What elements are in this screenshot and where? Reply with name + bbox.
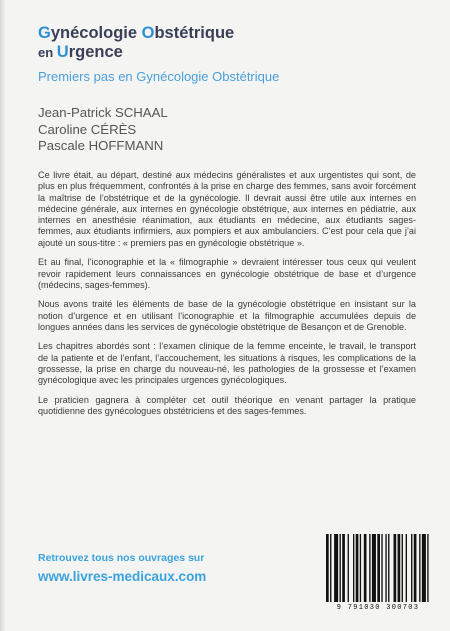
book-title — [38, 24, 234, 62]
barcode-bar — [422, 534, 426, 602]
spine-shadow — [0, 0, 6, 631]
barcode-bar — [377, 534, 380, 602]
author-name: Pascale HOFFMANN — [38, 138, 164, 153]
blurb-text — [38, 170, 416, 426]
barcode-bar — [330, 534, 331, 602]
author-name: Jean-Patrick SCHAAL — [38, 105, 168, 120]
blurb-paragraph: Les chapitres abordés sont : l’examen clinique de la femme enceinte, le travail, le transport de la patiente et de l’enfant, l’accouchement, les situations à risques, les complications de la grossesse, la prise en charge du nouveau-né, les pathologies de la grossesse et l’examen gynécologique avec les principales urgences gynécologiques. — [38, 341, 416, 386]
isbn-number: 9 791030 300703 — [336, 604, 420, 612]
blurb-paragraph: Ce livre était, au départ, destiné aux médecins généralistes et aux urgentistes qui sont, de plus en plus fréquemment, confrontés à la prise en charge des femmes, sans avoir forcément la maîtrise de l’obstétrique et de la gynécologie. Il devrait aussi être utile aux internes en médecine générale, aux internes en gynécologie obstétrique, aux internes en pédiatrie, aux internes en anesthésie réanimation, aux étudiants en médecine, aux étudiants sages-femmes, aux étudiants infirmiers, aux pompiers et aux ambulanciers. C’est pour cela que j’ai ajouté un sous-titre : « premiers pas en gynécologie obstétrique ». — [38, 170, 416, 248]
blurb-paragraph: Et au final, l’iconographie et la « filmographie » devraient intéresser tous ceux qui veulent revoir rapidement leurs connaissances en gynécologie obstétrique de base et d’urgence (médecins, sages-femmes). — [38, 257, 416, 290]
isbn-barcode — [322, 532, 434, 604]
barcode-bar — [414, 534, 417, 602]
barcode-bar — [326, 534, 329, 602]
blurb-paragraph: Nous avons traité les éléments de base de la gynécologie obstétrique en insistant sur la notion d’urgence et en utilisant l’iconographie et la filmographie accumulées depuis de longues années dans les services de gynécologie obstétrique de Besançon et de Grenoble. — [38, 299, 416, 332]
title-line-1: Gynécologie Obstétrique — [38, 24, 235, 42]
promo-line: Retrouvez tous nos ouvrages sur — [38, 552, 205, 564]
barcode-bar — [364, 534, 367, 602]
barcode-bar — [353, 534, 354, 602]
author-name: Caroline CÉRÈS — [38, 121, 137, 137]
barcode-bar — [369, 534, 370, 602]
barcode-bar — [385, 534, 386, 602]
barcode-bar — [340, 534, 341, 602]
barcode-bar — [381, 534, 382, 602]
barcode-bar — [348, 534, 349, 602]
barcode-bar — [342, 534, 345, 602]
barcode-bar — [394, 534, 397, 602]
barcode-bar — [411, 534, 412, 602]
barcode-bar — [388, 534, 389, 602]
barcode-bar — [356, 534, 359, 602]
barcode-bars — [322, 532, 434, 604]
barcode-bar — [334, 534, 338, 602]
barcode-bar — [360, 534, 361, 602]
barcode-bar — [398, 534, 401, 602]
barcode-bar — [427, 534, 428, 602]
author-list — [38, 105, 168, 155]
title-line-2: en Urgence — [38, 42, 123, 61]
barcode-bar — [402, 534, 403, 602]
barcode-bar — [372, 534, 376, 602]
blurb-paragraph: Le praticien gagnera à compléter cet outil théorique en venant partager la pratique quotidienne des gynécologues obstétriciens et des sages-femmes. — [38, 394, 416, 417]
book-subtitle: Premiers pas en Gynécologie Obstétrique — [38, 69, 280, 84]
barcode-bar — [419, 534, 420, 602]
website-link[interactable]: www.livres-medicaux.com — [38, 569, 207, 584]
publisher-promo — [38, 552, 206, 584]
barcode-bar — [406, 534, 407, 602]
